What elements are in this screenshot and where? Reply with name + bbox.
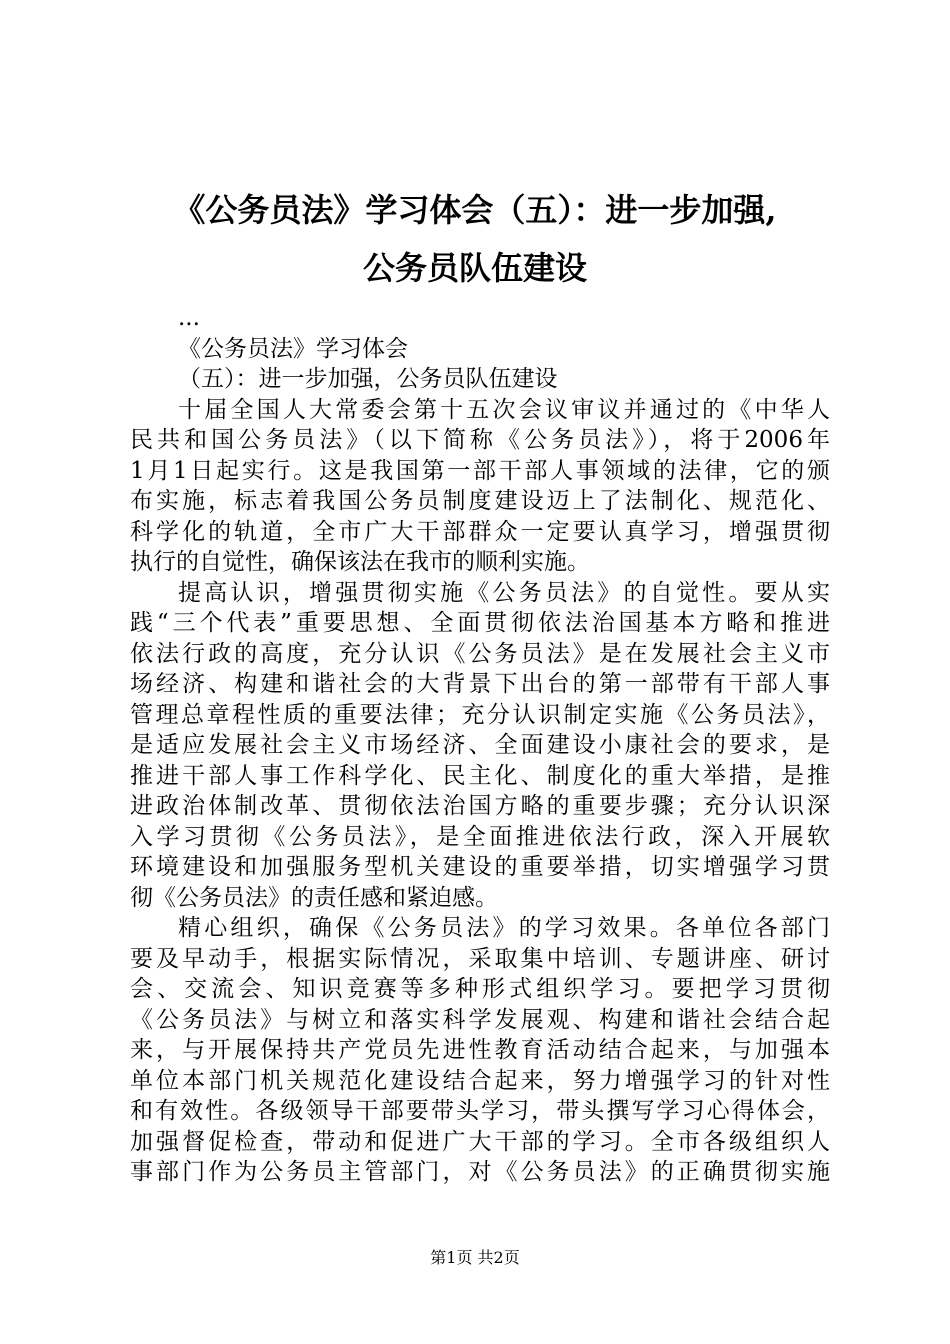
paragraph-line: 1月1日起实行。这是我国第一部干部人事领域的法律，它的颁 (130, 457, 830, 484)
paragraph-3 (130, 913, 830, 1188)
subtitle-line-1: 《公务员法》学习体会 (178, 335, 408, 362)
document-title-line-1: 《公务员法》学习体会（五）：进一步加强, (173, 191, 777, 229)
paragraph-2 (130, 578, 830, 914)
paragraph-line: 十届全国人大常委会第十五次会议审议并通过的《中华人 (178, 396, 830, 423)
paragraph-line: 执行的自觉性，确保该法在我市的顺利实施。 (130, 549, 590, 575)
paragraph-line: 环境建设和加强服务型机关建设的重要举措，切实增强学习贯 (130, 854, 830, 880)
ellipsis-line: ... (178, 305, 200, 331)
paragraph-line: 依法行政的高度，充分认识《公务员法》是在发展社会主义市 (130, 640, 830, 667)
paragraph-line: 布实施，标志着我国公务员制度建设迈上了法制化、规范化、 (130, 488, 830, 514)
paragraph-line: 民共和国公务员法》（以下简称《公务员法》），将于2006年 (130, 427, 830, 453)
paragraph-line: 加强督促检查，带动和促进广大干部的学习。全市各级组织人 (130, 1128, 830, 1155)
paragraph-line: 会、交流会、知识竞赛等多种形式组织学习。要把学习贯彻 (130, 976, 830, 1002)
paragraph-line: 科学化的轨道，全市广大干部群众一定要认真学习，增强贯彻 (130, 518, 830, 545)
paragraph-line: 《公务员法》与树立和落实科学发展观、构建和谐社会结合起 (130, 1006, 830, 1033)
paragraph-line: 单位本部门机关规范化建设结合起来，努力增强学习的针对性 (130, 1067, 830, 1094)
paragraph-line: 精心组织，确保《公务员法》的学习效果。各单位各部门 (178, 915, 830, 941)
document-title-line-2: 公务员队伍建设 (362, 249, 587, 287)
paragraph-1 (130, 395, 830, 578)
paragraph-line: 是适应发展社会主义市场经济、全面建设小康社会的要求，是 (130, 732, 830, 758)
document-body (130, 303, 830, 1188)
page-footer: 第1页 共2页 (430, 1248, 520, 1267)
paragraph-line: 场经济、构建和谐社会的大背景下出台的第一部带有干部人事 (130, 671, 830, 697)
paragraph-line: 进政治体制改革、贯彻依法治国方略的重要步骤；充分认识深 (130, 793, 830, 819)
paragraph-line: 和有效性。各级领导干部要带头学习，带头撰写学习心得体会， (130, 1098, 830, 1124)
paragraph-line: 事部门作为公务员主管部门，对《公务员法》的正确贯彻实施 (130, 1159, 830, 1185)
paragraph-line: 彻《公务员法》的责任感和紧迫感。 (130, 884, 498, 911)
paragraph-line: 要及早动手，根据实际情况，采取集中培训、专题讲座、研讨 (130, 945, 830, 972)
paragraph-line: 来，与开展保持共产党员先进性教育活动结合起来，与加强本 (130, 1037, 830, 1063)
paragraph-line: 提高认识，增强贯彻实施《公务员法》的自觉性。要从实 (178, 579, 830, 606)
paragraph-line: 管理总章程性质的重要法律；充分认识制定实施《公务员法》， (130, 701, 830, 728)
subtitle-line-2: （五）：进一步加强，公务员队伍建设 (178, 366, 558, 392)
paragraph-line: 推进干部人事工作科学化、民主化、制度化的重大举措，是推 (130, 762, 830, 789)
paragraph-line: 践“三个代表”重要思想、全面贯彻依法治国基本方略和推进 (130, 610, 830, 636)
paragraph-line: 入学习贯彻《公务员法》，是全面推进依法行政，深入开展软 (130, 823, 830, 850)
